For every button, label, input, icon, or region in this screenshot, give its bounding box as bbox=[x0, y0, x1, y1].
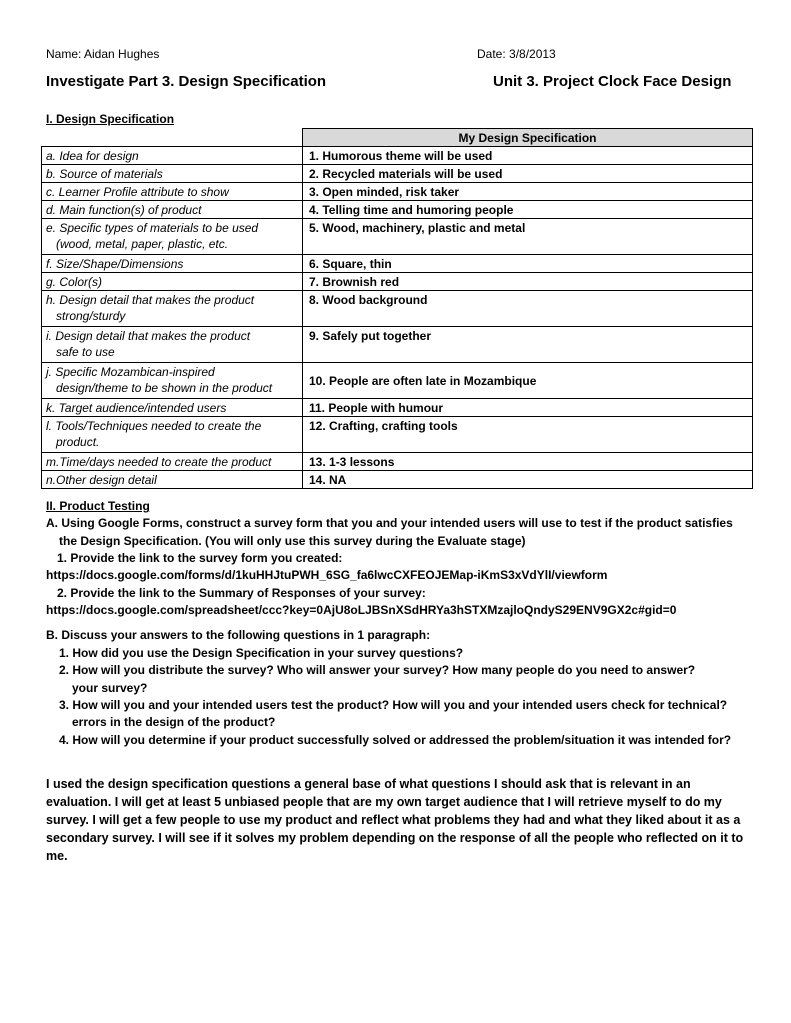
question-4: 4. How will you determine if your product successfully solved or addressed the problem/situation it was intended for? bbox=[59, 733, 732, 747]
table-row bbox=[42, 417, 753, 453]
table-row bbox=[42, 453, 753, 471]
summary-responses-link[interactable]: https://docs.google.com/spreadsheet/ccc?key=0AjU8oLJBSnXSdHRYa3hSTXMzajloQndyS29ENV9GX2c#gid=0 bbox=[46, 603, 677, 617]
row-label: g. Color(s) bbox=[42, 273, 303, 291]
row-label: f. Size/Shape/Dimensions bbox=[42, 255, 303, 273]
row-label: l. Tools/Techniques needed to create the product. bbox=[42, 417, 303, 453]
table-row bbox=[42, 147, 753, 165]
section-heading-design-spec: I. Design Specification bbox=[46, 112, 175, 126]
row-value: 8. Wood background bbox=[303, 291, 753, 327]
table-row bbox=[42, 219, 753, 255]
row-value: 12. Crafting, crafting tools bbox=[303, 417, 753, 453]
table-row bbox=[42, 399, 753, 417]
question-3: 3. How will you and your intended users test the product? How will you and your intended users check for technical? bbox=[59, 698, 728, 712]
row-value: 1. Humorous theme will be used bbox=[303, 147, 753, 165]
table-column-header: My Design Specification bbox=[303, 129, 753, 147]
question-1: 1. How did you use the Design Specification in your survey questions? bbox=[59, 646, 464, 660]
row-label: k. Target audience/intended users bbox=[42, 399, 303, 417]
table-row bbox=[42, 201, 753, 219]
section-heading-product-testing: II. Product Testing bbox=[46, 499, 150, 513]
row-label: j. Specific Mozambican-inspired design/theme to be shown in the product bbox=[42, 363, 303, 399]
row-label: d. Main function(s) of product bbox=[42, 201, 303, 219]
instruction-a-line1: A. Using Google Forms, construct a survey form that you and your intended users will use to test if the product satisfies bbox=[46, 516, 733, 530]
row-value: 9. Safely put together bbox=[303, 327, 753, 363]
row-label: a. Idea for design bbox=[42, 147, 303, 165]
row-label: n.Other design detail bbox=[42, 471, 303, 489]
table-row bbox=[42, 183, 753, 201]
row-label: e. Specific types of materials to be used (wood, metal, paper, plastic, etc. bbox=[42, 219, 303, 255]
row-value: 7. Brownish red bbox=[303, 273, 753, 291]
row-value: 2. Recycled materials will be used bbox=[303, 165, 753, 183]
survey-form-link[interactable]: https://docs.google.com/forms/d/1kuHHJtuPWH_6SG_fa6lwcCXFEOJEMap-iKmS3xVdYlI/viewform bbox=[46, 568, 608, 582]
student-name: Name: Aidan Hughes bbox=[46, 47, 160, 61]
instruction-a-line2: the Design Specification. (You will only use this survey during the Evaluate stage) bbox=[59, 534, 526, 548]
question-2: 2. How will you distribute the survey? Who will answer your survey? How many people do you need to answer? bbox=[59, 663, 696, 677]
row-label: h. Design detail that makes the product strong/sturdy bbox=[42, 291, 303, 327]
document-date: Date: 3/8/2013 bbox=[477, 47, 556, 61]
row-value: 6. Square, thin bbox=[303, 255, 753, 273]
table-row bbox=[42, 273, 753, 291]
summary-responses-prompt: 2. Provide the link to the Summary of Responses of your survey: bbox=[57, 586, 426, 600]
survey-form-prompt: 1. Provide the link to the survey form you created: bbox=[57, 551, 343, 565]
answer-paragraph: I used the design specification questions a general base of what questions I should ask that is relevant in an evaluation. I will get at least 5 unbiased people that are my own target audience that I will retrieve myself to do my survey. I will get a few people to use my product and reflect what problems they had and what they liked about it as a secondary survey. I will see if it solves my problem depending on the response of all the people who reflected on it to me. bbox=[46, 777, 744, 863]
instruction-b: B. Discuss your answers to the following questions in 1 paragraph: bbox=[46, 628, 431, 642]
table-row bbox=[42, 471, 753, 489]
row-value: 10. People are often late in Mozambique bbox=[303, 363, 753, 399]
page-title: Investigate Part 3. Design Specification bbox=[46, 73, 327, 90]
row-label: c. Learner Profile attribute to show bbox=[42, 183, 303, 201]
row-value: 13. 1-3 lessons bbox=[303, 453, 753, 471]
table-row bbox=[42, 363, 753, 399]
row-label: i. Design detail that makes the product safe to use bbox=[42, 327, 303, 363]
row-value: 5. Wood, machinery, plastic and metal bbox=[303, 219, 753, 255]
question-3-continued: errors in the design of the product? bbox=[72, 715, 276, 729]
table-corner bbox=[42, 129, 303, 147]
table-row bbox=[42, 255, 753, 273]
row-label: b. Source of materials bbox=[42, 165, 303, 183]
row-value: 11. People with humour bbox=[303, 399, 753, 417]
table-row bbox=[42, 327, 753, 363]
row-value: 14. NA bbox=[303, 471, 753, 489]
table-row bbox=[42, 165, 753, 183]
table-row bbox=[42, 291, 753, 327]
question-2-continued: your survey? bbox=[72, 681, 148, 695]
row-label: m.Time/days needed to create the product bbox=[42, 453, 303, 471]
row-value: 4. Telling time and humoring people bbox=[303, 201, 753, 219]
row-value: 3. Open minded, risk taker bbox=[303, 183, 753, 201]
design-spec-table bbox=[41, 128, 753, 489]
unit-title: Unit 3. Project Clock Face Design bbox=[493, 73, 732, 90]
